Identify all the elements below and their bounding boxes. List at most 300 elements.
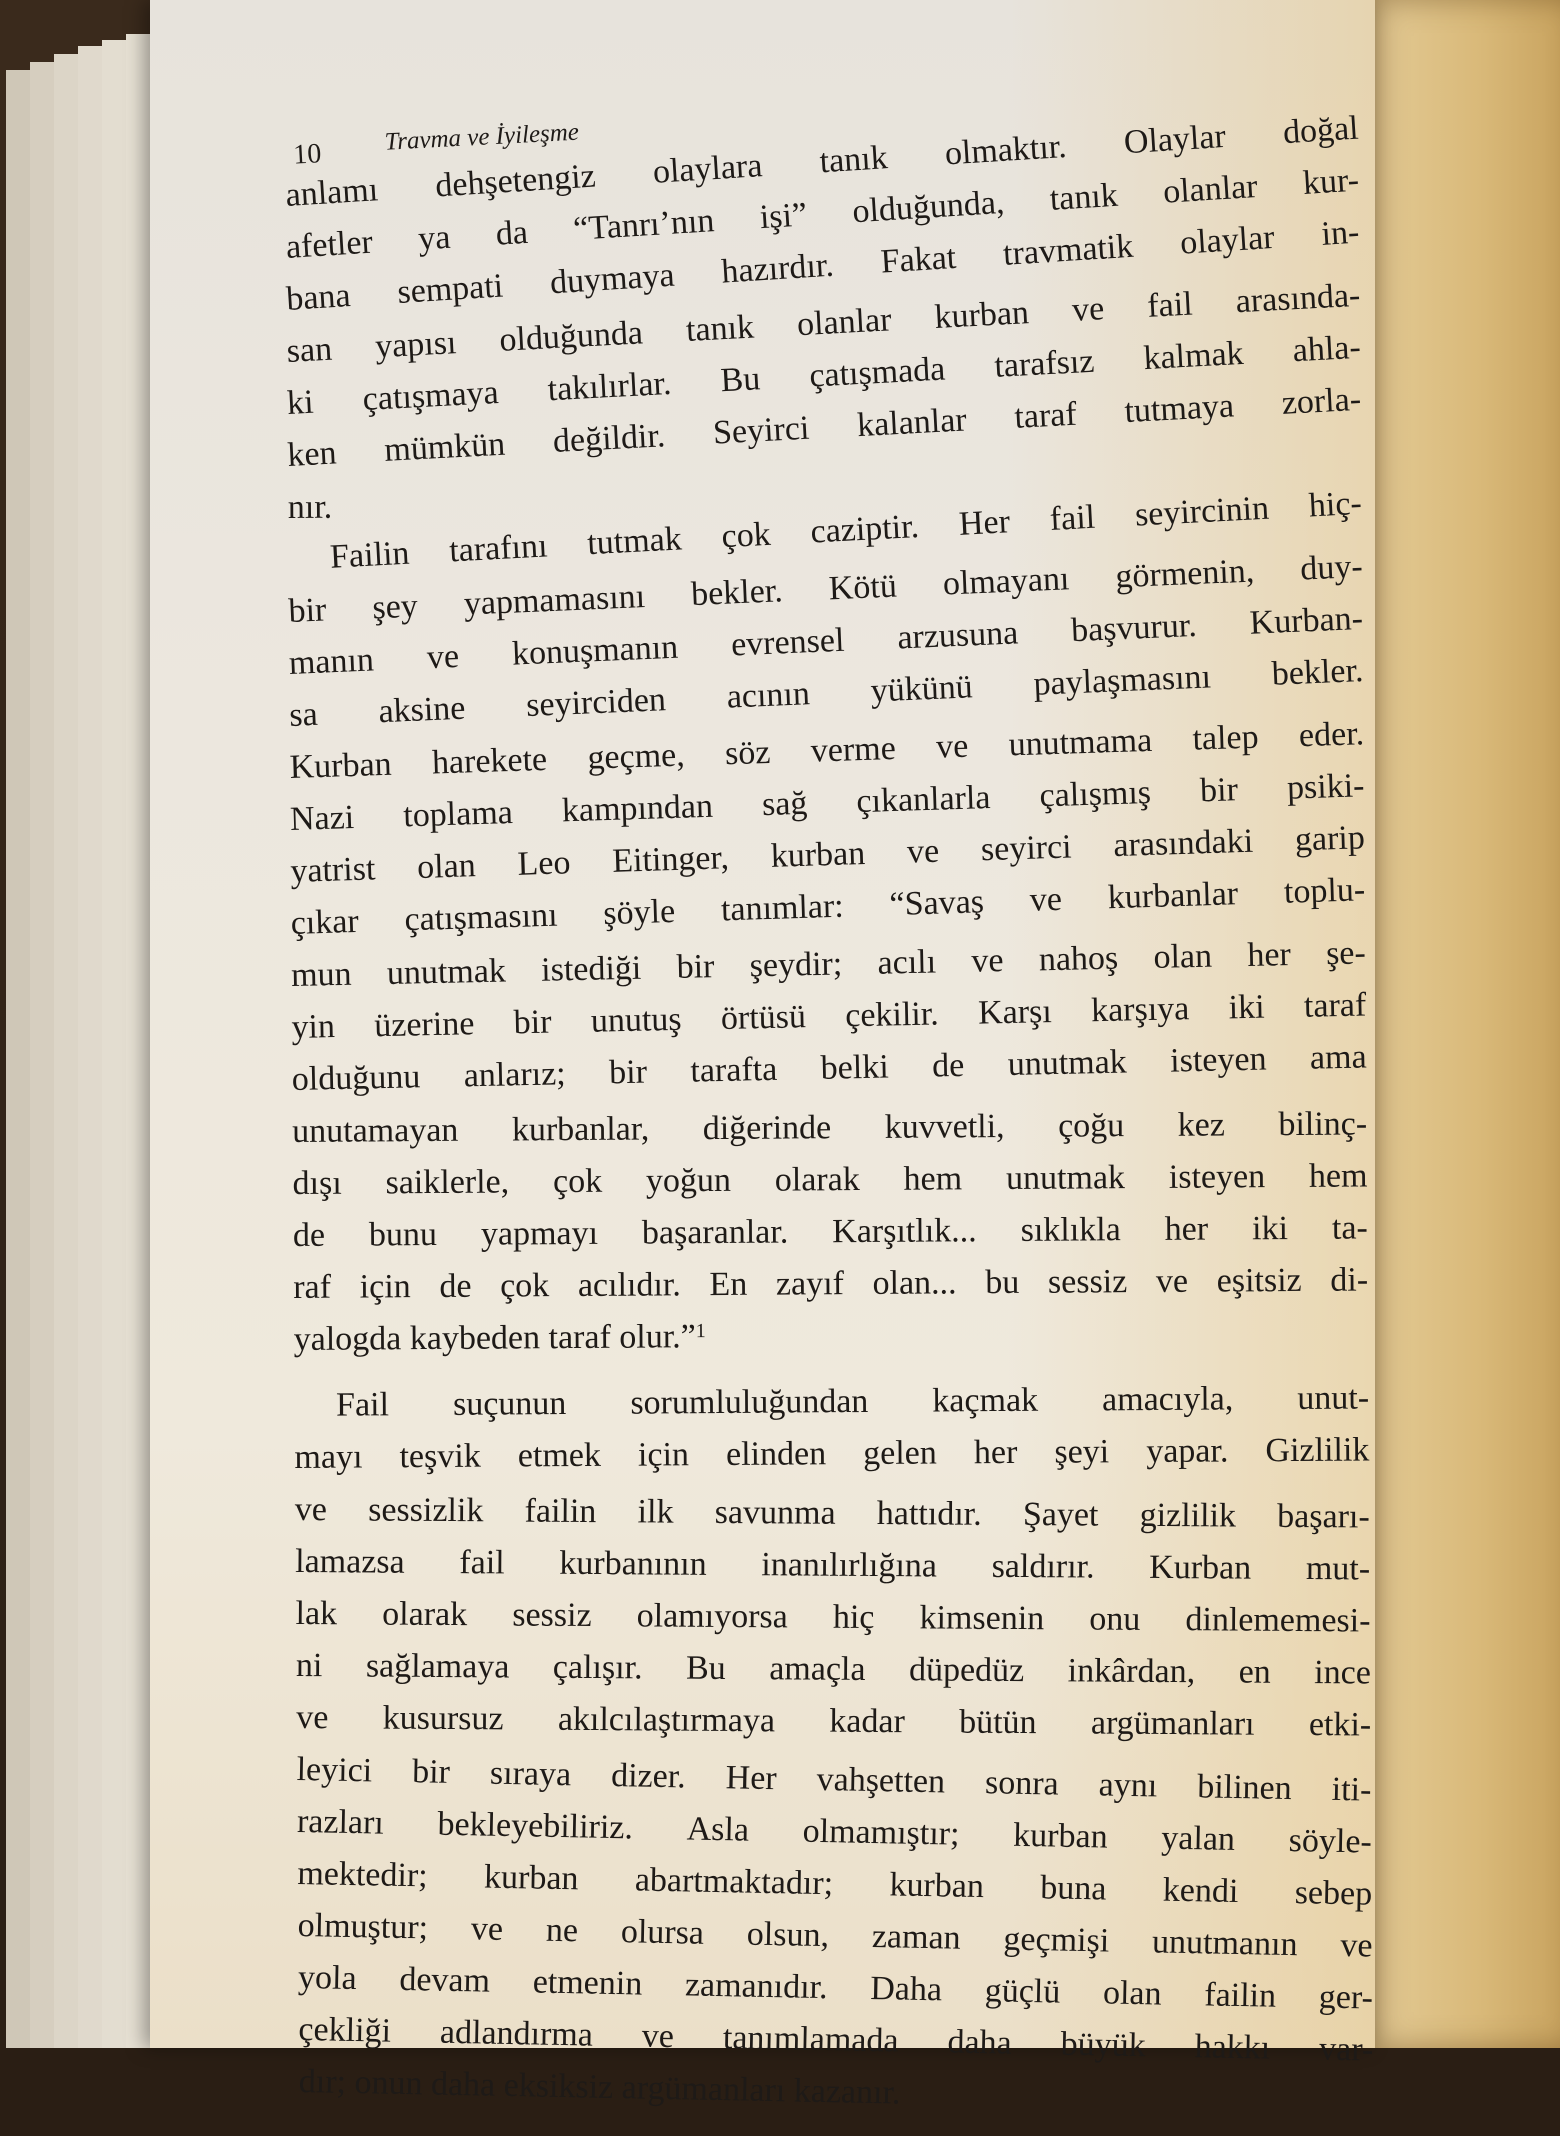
word: zamanıdır. <box>684 1966 828 2007</box>
word: Failin <box>329 534 411 576</box>
word: eder. <box>1298 715 1365 755</box>
word: bütün <box>959 1703 1037 1742</box>
word: duymaya <box>548 256 676 302</box>
word: yoğun <box>645 1161 732 1200</box>
facing-page <box>1360 0 1560 2048</box>
word: unutmanın <box>1151 1923 1298 1964</box>
word: olmayanı <box>942 560 1071 603</box>
word: da <box>494 213 529 253</box>
word: akılcılaştırmaya <box>557 1700 776 1740</box>
word: dinlememesi- <box>1185 1601 1371 1640</box>
word: mayı <box>294 1438 363 1476</box>
word: Gizlilik <box>1265 1431 1370 1470</box>
word: güçlü <box>984 1972 1061 2011</box>
word: ki <box>286 383 315 422</box>
word: bekleyebiliriz. <box>437 1805 634 1847</box>
word: olamıyorsa <box>636 1597 788 1636</box>
text-line <box>295 1484 1370 1544</box>
word: çok <box>499 1267 550 1305</box>
word: tanık <box>685 308 755 350</box>
word: leyici <box>296 1750 373 1790</box>
word: lamazsa <box>295 1542 405 1581</box>
word: onu <box>1089 1600 1141 1638</box>
word: şe- <box>1325 934 1367 973</box>
word: Kötü <box>828 567 898 608</box>
word: olduğunda <box>498 314 644 359</box>
word: Fail <box>335 1386 390 1424</box>
word: paylaşmasını <box>1032 658 1212 703</box>
word: dehşetengiz <box>434 157 597 205</box>
word: anlamı <box>284 171 380 214</box>
word: ve <box>906 832 940 871</box>
word: seyirci <box>980 828 1073 869</box>
word: ve <box>426 637 460 677</box>
word: olarak <box>382 1595 468 1634</box>
word: sessiz <box>512 1596 592 1635</box>
word: kimsenin <box>919 1599 1045 1638</box>
word: acının <box>725 675 811 716</box>
word: tanık <box>1048 176 1119 218</box>
page-number: 10 <box>292 138 323 171</box>
word: olanlar <box>796 301 893 344</box>
word: mut- <box>1305 1550 1371 1588</box>
word: için <box>637 1436 690 1474</box>
word: tarafını <box>448 527 549 570</box>
word: fail <box>459 1544 505 1582</box>
word: ve <box>1155 1262 1189 1300</box>
word: kurban <box>889 1866 985 1906</box>
word: teşvik <box>399 1437 481 1476</box>
word: ve <box>641 2017 675 2056</box>
word: ve <box>470 1910 504 1948</box>
word: di- <box>1330 1261 1369 1299</box>
word: Her <box>957 503 1011 543</box>
word: de <box>439 1267 472 1305</box>
word: kurbanlar, <box>511 1110 650 1149</box>
word: şeyi <box>1054 1433 1110 1471</box>
word: düpedüz <box>908 1651 1025 1690</box>
word: çalışmış <box>1038 773 1152 815</box>
word: sorumluluğundan <box>630 1382 869 1422</box>
word: yatrist <box>289 850 376 890</box>
word: toplu- <box>1283 871 1366 911</box>
word: acılı <box>877 943 937 982</box>
word: tarafsız <box>993 342 1096 385</box>
word: ve <box>1340 1926 1373 1965</box>
word: suçunun <box>452 1385 567 1423</box>
word: Eitinger, <box>611 839 730 880</box>
word: fail <box>1048 498 1097 539</box>
word: ken <box>286 434 338 474</box>
text-line-content: yalogda kaybeden taraf olur.” <box>293 1318 696 1358</box>
word: mektedir; <box>297 1854 429 1895</box>
word: ve <box>935 727 969 766</box>
word: mümkün <box>383 425 507 469</box>
word: Bu <box>719 360 762 400</box>
word: Seyirci <box>712 409 811 452</box>
word: inkârdan, <box>1067 1652 1196 1691</box>
word: buna <box>1039 1869 1107 1908</box>
word: Nazi <box>289 798 355 838</box>
word: toplama <box>402 793 514 835</box>
word: in- <box>1320 213 1361 253</box>
word: yola <box>297 1958 358 1998</box>
word: bir <box>608 1053 648 1092</box>
word: ve <box>1071 290 1106 329</box>
word: her <box>1164 1210 1209 1248</box>
word: inanılırlığına <box>761 1546 938 1585</box>
word: Kurban <box>289 745 393 786</box>
word: işi” <box>758 196 809 237</box>
word: iki <box>1228 988 1265 1027</box>
word: bir <box>513 1003 552 1042</box>
word: geçme, <box>586 736 686 777</box>
word: doğal <box>1281 109 1360 152</box>
page-text <box>284 92 1374 2112</box>
text-line <box>293 1202 1368 1262</box>
word: Her <box>725 1759 778 1798</box>
word: evrensel <box>730 621 846 664</box>
word: seyirciden <box>525 681 667 725</box>
word: olsun, <box>746 1915 830 1955</box>
word: sessizlik <box>368 1491 484 1530</box>
word: Karşıtlık... <box>832 1212 977 1251</box>
text-line <box>295 1588 1370 1648</box>
word: unutmak <box>386 952 507 992</box>
word: tutmak <box>586 520 683 563</box>
word: tanımlar: <box>720 887 845 929</box>
word: saldırır. <box>991 1547 1095 1586</box>
word: için <box>359 1268 411 1306</box>
word: kadar <box>829 1702 905 1741</box>
word: de <box>292 1216 326 1254</box>
word: ince <box>1314 1654 1372 1692</box>
text-line <box>293 1306 1368 1366</box>
word: kurban <box>933 294 1030 337</box>
word: görmenin, <box>1114 552 1255 596</box>
word: arzusuna <box>896 614 1019 657</box>
word: hattıdır. <box>876 1495 982 1533</box>
word: sa <box>288 695 319 734</box>
word: çatışmada <box>808 350 947 395</box>
word: Leo <box>516 844 571 883</box>
word: yapar. <box>1146 1432 1229 1471</box>
word: karşıya <box>1090 990 1190 1030</box>
word: belki <box>820 1048 890 1087</box>
word: unutmak <box>1005 1159 1126 1197</box>
word: çıkar <box>290 902 360 942</box>
word: isteyen <box>1168 1158 1266 1196</box>
word: unut- <box>1297 1379 1370 1417</box>
text-line <box>296 1692 1371 1752</box>
word: çoğu <box>1057 1107 1125 1145</box>
word: her <box>1246 936 1292 974</box>
word: etmenin <box>532 1963 643 2003</box>
word: adlandırma <box>439 2013 594 2054</box>
word: yapmayı <box>480 1214 599 1253</box>
word: örtüsü <box>720 998 807 1037</box>
word: en <box>1238 1653 1271 1691</box>
word: sıklıkla <box>1020 1211 1121 1249</box>
word: ya <box>417 218 452 258</box>
book-page <box>150 0 1375 2112</box>
word: yükünü <box>869 668 974 710</box>
word: failin <box>524 1492 597 1531</box>
word: saiklerle, <box>385 1163 510 1202</box>
word: kaçmak <box>932 1381 1039 1420</box>
word: arasında- <box>1234 276 1362 321</box>
word: kurban <box>1012 1816 1109 1856</box>
word: sağ <box>761 784 808 824</box>
word: geçmişi <box>1003 1920 1110 1960</box>
word: çok <box>552 1162 603 1201</box>
word: bilinen <box>1196 1768 1293 1808</box>
word: dışı <box>292 1164 342 1202</box>
word: ve <box>1029 880 1063 919</box>
word: ahla- <box>1291 328 1362 370</box>
word: kendi <box>1162 1871 1239 1911</box>
word: duy- <box>1299 547 1364 588</box>
word: “Savaş <box>889 883 985 924</box>
word: ve <box>971 942 1004 980</box>
text-line <box>294 1372 1369 1432</box>
word: ve <box>294 1490 328 1529</box>
word: arasındaki <box>1112 822 1254 865</box>
word: raf <box>293 1268 332 1306</box>
word: yapısı <box>374 324 458 366</box>
word: Asla <box>686 1810 750 1849</box>
word: unutamayan <box>292 1111 459 1150</box>
word: razları <box>296 1802 385 1842</box>
word: çatışmaya <box>361 373 500 419</box>
word: daha <box>947 2023 1013 2062</box>
word: aynı <box>1098 1766 1158 1805</box>
word: travmatik <box>1001 227 1135 273</box>
word: şöyle <box>602 892 676 933</box>
word: isteyen <box>1169 1040 1267 1080</box>
word: bir <box>1199 771 1239 810</box>
word: taraf <box>1303 986 1367 1025</box>
word: psiki- <box>1286 767 1365 807</box>
word: çıkanlarla <box>855 778 992 821</box>
word: zorla- <box>1280 380 1362 422</box>
word: konuşmanın <box>511 628 679 673</box>
word: kurbanlar <box>1107 875 1239 917</box>
word: garip <box>1294 819 1366 859</box>
word: seyircinin <box>1134 489 1270 534</box>
word: hazırdır. <box>720 246 835 291</box>
word: olmaktır. <box>943 127 1068 173</box>
word: kur- <box>1301 161 1361 202</box>
word: olaylar <box>1179 218 1276 262</box>
word: hiç- <box>1307 484 1363 525</box>
word: olarak <box>774 1161 860 1199</box>
word: argümanları <box>1090 1704 1255 1743</box>
word: çalışır. <box>552 1648 643 1687</box>
word: kalanlar <box>856 401 968 445</box>
word: savunma <box>714 1493 836 1532</box>
word: ni <box>295 1646 323 1685</box>
text-line <box>296 1640 1371 1700</box>
word: gelen <box>863 1434 937 1472</box>
word: büyük <box>1060 2025 1147 2065</box>
word: başarı- <box>1277 1497 1370 1536</box>
word: etki- <box>1308 1706 1372 1744</box>
word: ta- <box>1331 1209 1368 1247</box>
word: verme <box>810 729 897 770</box>
word: olan <box>416 847 477 886</box>
word: tutmaya <box>1123 387 1235 431</box>
word: olursa <box>620 1913 705 1952</box>
word: değildir. <box>552 417 667 461</box>
word: bir <box>287 591 328 630</box>
word: hakkı <box>1194 2028 1271 2067</box>
word: bu <box>985 1263 1020 1302</box>
word: bana <box>285 277 352 318</box>
word: bunu <box>368 1215 438 1254</box>
running-title: Travma ve İyileşme <box>384 118 580 156</box>
word: Kurban- <box>1248 599 1364 642</box>
word: her <box>973 1433 1018 1472</box>
word: fail <box>1146 285 1194 325</box>
word: olduğunda, <box>851 183 1006 231</box>
text-line: dır; onun daha eksiksiz argümanları kazanır. <box>298 2062 901 2112</box>
word: tanımlamada <box>722 2019 899 2060</box>
word: talep <box>1191 718 1260 758</box>
word: eşitsiz <box>1216 1261 1302 1300</box>
word: gizlilik <box>1139 1496 1237 1535</box>
word: Olaylar <box>1122 117 1227 162</box>
word: kurbanının <box>559 1544 707 1583</box>
word: sonra <box>984 1764 1060 1803</box>
word: dizer. <box>610 1757 687 1796</box>
word: sessiz <box>1047 1263 1128 1301</box>
word: kuvvetli, <box>884 1108 1005 1146</box>
word: “Tanrı’nın <box>572 202 716 248</box>
word: olan... <box>872 1264 957 1302</box>
word: sebep <box>1294 1874 1373 1913</box>
word: elinden <box>725 1435 827 1473</box>
word: aksine <box>377 689 467 731</box>
word: sağlamaya <box>365 1647 510 1686</box>
word: çok <box>720 515 772 556</box>
word: çekliği <box>298 2010 392 2050</box>
word: ger- <box>1318 1978 1374 2017</box>
word: söz <box>724 733 771 773</box>
word: çekilir. <box>844 995 940 1035</box>
word: etmek <box>517 1436 602 1475</box>
word: harekete <box>431 740 548 782</box>
word: şey <box>371 587 419 627</box>
word: Kurban <box>1149 1548 1252 1587</box>
word: hiç <box>832 1598 875 1637</box>
word: unutmama <box>1008 721 1153 764</box>
word: söyle- <box>1288 1822 1373 1861</box>
word: üzerine <box>373 1005 475 1045</box>
word: En <box>709 1265 748 1304</box>
word: de <box>931 1046 965 1085</box>
word: Bu <box>685 1649 726 1687</box>
word: hem <box>903 1160 963 1198</box>
word: diğerinde <box>702 1109 832 1148</box>
word: bekler. <box>1271 651 1365 693</box>
word: başvurur. <box>1070 606 1198 650</box>
word: zayıf <box>775 1265 845 1303</box>
word: kampından <box>561 787 714 830</box>
word: kusursuz <box>382 1699 504 1738</box>
paragraph-3 <box>294 1372 1374 2112</box>
word: abartmaktadır; <box>634 1861 834 1903</box>
word: iti- <box>1331 1770 1372 1809</box>
word: iki <box>1251 1210 1289 1248</box>
word: unutmak <box>1007 1043 1128 1083</box>
word: kurban <box>770 834 866 875</box>
word: bekler. <box>690 572 784 614</box>
word: olmuştur; <box>297 1906 429 1947</box>
word: Fakat <box>879 238 958 281</box>
text-line <box>295 1536 1370 1596</box>
word: olan <box>1102 1974 1162 2013</box>
word: tarafta <box>690 1050 778 1090</box>
word: Daha <box>869 1969 943 2009</box>
word: kez <box>1177 1106 1226 1144</box>
text-line: nır. <box>287 488 333 526</box>
word: unutuş <box>590 1000 682 1040</box>
word: başaranlar. <box>641 1213 789 1252</box>
word: vahşetten <box>816 1760 946 1801</box>
footnote-reference: 1 <box>695 1320 706 1343</box>
word: hem <box>1308 1157 1368 1195</box>
word: Karşı <box>977 993 1053 1032</box>
word: olanlar <box>1162 167 1259 211</box>
word: kalmak <box>1142 334 1245 378</box>
word: amaçla <box>769 1650 866 1688</box>
word: ne <box>545 1911 579 1950</box>
word: bir <box>411 1753 451 1791</box>
word: olduğunu <box>291 1058 421 1098</box>
word: afetler <box>284 223 374 266</box>
word: caziptir. <box>809 507 920 551</box>
word: kurban <box>483 1858 579 1898</box>
word: tanık <box>818 139 889 181</box>
word: acılıdır. <box>577 1266 681 1304</box>
word: amacıyla, <box>1101 1380 1234 1419</box>
word: takılırlar. <box>546 364 673 409</box>
word: ama <box>1309 1038 1367 1077</box>
word: var- <box>1318 2030 1374 2069</box>
word: ve <box>296 1698 329 1737</box>
word: olaylara <box>651 147 764 191</box>
word: bilinç- <box>1278 1105 1368 1144</box>
word: şeydir; <box>749 945 843 985</box>
word: çatışmasını <box>403 896 559 939</box>
text-line <box>292 1150 1367 1210</box>
word: zaman <box>871 1917 961 1957</box>
word: manın <box>288 641 375 682</box>
word: anlarız; <box>463 1055 567 1095</box>
word: devam <box>399 1960 491 2000</box>
word: taraf <box>1013 395 1078 436</box>
word: mun <box>290 955 352 994</box>
word: nahoş <box>1038 939 1119 979</box>
word: ilk <box>637 1493 674 1531</box>
text-line <box>292 1098 1367 1158</box>
word: yapmamasını <box>463 578 646 623</box>
word: san <box>285 330 333 370</box>
word: lak <box>295 1594 338 1633</box>
word: sempati <box>396 267 505 311</box>
word: Şayet <box>1022 1496 1099 1534</box>
